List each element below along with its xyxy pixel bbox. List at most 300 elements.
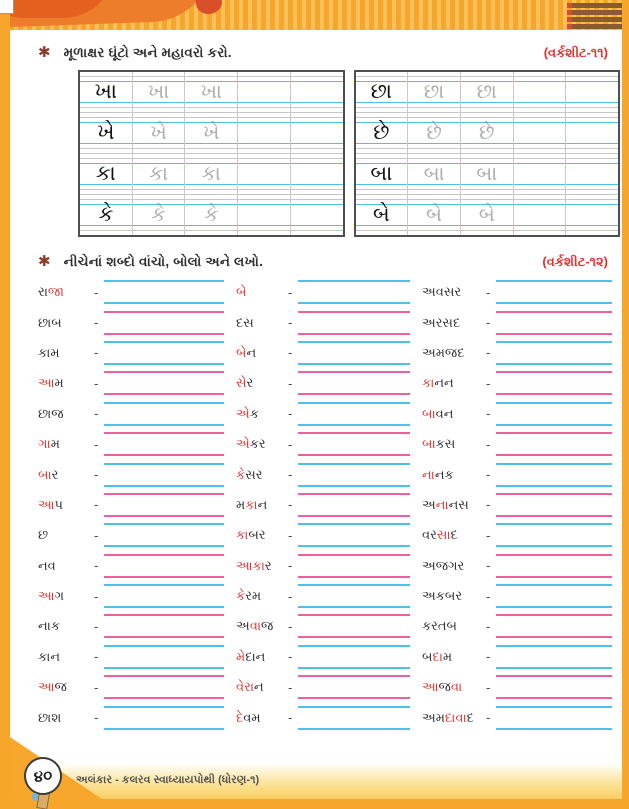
dash: - <box>486 497 491 513</box>
word-part: દા <box>432 648 443 664</box>
practice-cell <box>408 195 461 235</box>
word-label <box>236 649 288 665</box>
word-part: ન <box>257 496 268 512</box>
word-part: કરતબ <box>422 618 457 634</box>
word-row <box>236 702 414 732</box>
word-column-2 <box>236 277 414 733</box>
word-label <box>236 436 288 452</box>
dash: - <box>288 345 293 361</box>
word-part: જા <box>47 284 64 300</box>
word-label <box>236 406 288 422</box>
writing-lines <box>298 432 410 456</box>
word-part: વા <box>249 618 262 634</box>
word-label <box>422 710 486 726</box>
dash: - <box>288 497 293 513</box>
word-part: કા <box>245 496 258 512</box>
writing-lines <box>104 675 224 699</box>
word-label <box>422 345 486 361</box>
word-part: દા <box>444 709 456 725</box>
practice-cell <box>461 195 514 235</box>
practice-row <box>356 154 619 195</box>
trace-letter: બે <box>478 203 495 226</box>
word-row <box>236 338 414 368</box>
word-row <box>38 368 228 398</box>
notebook-bar <box>569 24 623 29</box>
practice-cell <box>566 113 618 153</box>
word-part: કે <box>236 588 246 604</box>
dash: - <box>288 436 293 452</box>
word-part: નાક <box>38 618 61 634</box>
dash: - <box>288 284 293 300</box>
word-part: વર <box>422 527 437 543</box>
practice-cell <box>185 113 238 153</box>
writing-lines <box>298 463 410 487</box>
word-row <box>422 338 616 368</box>
practice-cell <box>356 72 409 112</box>
word-label <box>236 467 288 483</box>
word-part: બે <box>236 344 247 360</box>
dash: - <box>94 497 99 513</box>
word-part: વન <box>435 405 454 421</box>
word-row <box>236 429 414 459</box>
model-letter: બે <box>372 203 390 226</box>
word-part: રા <box>38 284 48 300</box>
word-row <box>236 551 414 581</box>
word-part: મ <box>54 375 64 391</box>
word-row <box>38 702 228 732</box>
word-part: ગ <box>54 588 65 604</box>
word-part: અ <box>422 496 436 512</box>
word-row <box>38 672 228 702</box>
practice-cell <box>238 72 291 112</box>
practice-row <box>80 154 343 195</box>
word-label <box>422 467 486 483</box>
dash: - <box>288 527 293 543</box>
practice-cell <box>185 72 238 112</box>
word-label <box>38 467 94 483</box>
practice-cell <box>238 195 291 235</box>
dash: - <box>94 375 99 391</box>
word-row <box>38 429 228 459</box>
word-row <box>38 277 228 307</box>
practice-cell <box>80 154 133 194</box>
word-part: ર <box>246 375 254 391</box>
practice-cell <box>408 154 461 194</box>
dash: - <box>94 558 99 574</box>
writing-lines <box>496 523 612 547</box>
trace-letter: ખા <box>147 80 170 103</box>
word-row <box>236 611 414 641</box>
word-label <box>38 315 94 331</box>
dash: - <box>94 406 99 422</box>
flower-asterisk-icon: ✱ <box>38 44 51 61</box>
writing-lines <box>298 402 410 426</box>
word-part: દસ <box>236 314 254 330</box>
word-part: ના <box>435 496 449 512</box>
practice-cell <box>185 195 238 235</box>
dash: - <box>486 679 491 695</box>
word-part: ના <box>422 466 435 482</box>
word-label <box>422 406 486 422</box>
word-row <box>236 307 414 337</box>
word-row <box>422 459 616 489</box>
word-label <box>38 588 94 604</box>
writing-lines <box>298 614 410 638</box>
word-label <box>38 527 94 543</box>
section1-title: મૂળાક્ષર ઘૂંટો અને મહાવરો કરો. <box>63 45 232 60</box>
practice-cell <box>356 154 409 194</box>
word-part: જ <box>438 679 451 695</box>
word-part: વા <box>455 709 467 725</box>
writing-lines <box>496 341 612 365</box>
dash: - <box>288 406 293 422</box>
word-label <box>236 315 288 331</box>
word-label <box>422 497 486 513</box>
word-label <box>236 710 288 726</box>
trace-letter: છે <box>426 121 442 144</box>
dash: - <box>94 588 99 604</box>
trace-letter: બા <box>423 162 445 185</box>
writing-lines <box>104 280 224 304</box>
practice-cell <box>514 72 567 112</box>
practice-row <box>80 113 343 154</box>
bottom-border-strip <box>0 799 629 809</box>
word-row <box>38 307 228 337</box>
word-row <box>236 490 414 520</box>
word-part: મે <box>236 648 246 664</box>
word-part: છાજ <box>38 405 64 421</box>
writing-lines <box>496 371 612 395</box>
word-row <box>38 611 228 641</box>
word-label <box>422 527 486 543</box>
model-letter: કા <box>95 162 116 185</box>
right-border-strip <box>622 0 629 809</box>
word-part: જ <box>261 618 274 634</box>
word-row <box>236 581 414 611</box>
writing-lines <box>104 341 224 365</box>
notebook-bar <box>569 3 623 8</box>
word-row <box>422 277 616 307</box>
writing-lines <box>298 706 410 730</box>
writing-lines <box>298 523 410 547</box>
dash: - <box>486 618 491 634</box>
writing-lines <box>298 554 410 578</box>
practice-box <box>78 70 345 237</box>
word-label <box>236 527 288 543</box>
writing-lines <box>298 311 410 335</box>
practice-cell <box>461 113 514 153</box>
dash: - <box>288 679 293 695</box>
writing-lines <box>104 463 224 487</box>
trace-letter: બા <box>476 162 498 185</box>
word-part: સર <box>245 466 263 482</box>
dash: - <box>486 588 491 604</box>
word-part: આ <box>422 679 439 695</box>
model-letter: ખા <box>94 80 118 103</box>
practice-cell <box>291 154 343 194</box>
word-part: વે <box>236 679 245 695</box>
word-label <box>422 315 486 331</box>
dash: - <box>288 649 293 665</box>
trace-letter: છે <box>479 121 495 144</box>
dash: - <box>486 406 491 422</box>
word-label <box>422 436 486 452</box>
word-part: સે <box>236 375 247 391</box>
flower-asterisk-icon: ✱ <box>38 253 51 270</box>
word-part: નસ <box>448 496 469 512</box>
word-label <box>38 710 94 726</box>
notebook-stack-icon <box>569 1 623 30</box>
word-row <box>422 429 616 459</box>
left-border-strip <box>0 0 10 809</box>
dash: - <box>288 315 293 331</box>
word-label <box>236 679 288 695</box>
dash: - <box>486 436 491 452</box>
word-row <box>236 399 414 429</box>
writing-lines <box>104 493 224 517</box>
word-part: એ <box>236 405 250 421</box>
dash: - <box>94 436 99 452</box>
word-part: અકબર <box>422 588 463 604</box>
word-label <box>236 558 288 574</box>
writing-lines <box>496 402 612 426</box>
writing-lines <box>298 645 410 669</box>
word-row <box>422 611 616 641</box>
writing-lines <box>104 584 224 608</box>
word-part: કસ <box>435 436 456 452</box>
word-row <box>236 277 414 307</box>
trace-letter: ખા <box>200 80 222 103</box>
practice-boxes <box>78 70 620 237</box>
word-row <box>422 702 616 732</box>
word-label <box>236 375 288 391</box>
word-part: કર <box>249 436 266 452</box>
word-row <box>38 338 228 368</box>
word-part: દાન <box>245 648 266 664</box>
word-row <box>38 642 228 672</box>
writing-lines <box>496 614 612 638</box>
word-label <box>38 406 94 422</box>
practice-cell <box>133 72 186 112</box>
section1-header <box>38 43 608 61</box>
word-part: મ <box>50 436 60 452</box>
practice-cell <box>514 154 567 194</box>
practice-cell <box>408 72 461 112</box>
dash: - <box>288 375 293 391</box>
practice-cell <box>80 195 133 235</box>
practice-cell <box>238 113 291 153</box>
dash: - <box>486 558 491 574</box>
notebook-bar <box>569 10 623 15</box>
word-part: રા <box>244 679 255 695</box>
word-label <box>38 345 94 361</box>
dash: - <box>486 467 491 483</box>
practice-cell <box>408 113 461 153</box>
word-part: ગા <box>38 436 51 452</box>
word-row <box>422 672 616 702</box>
trace-letter: કે <box>151 203 166 226</box>
model-letter: બા <box>370 162 393 185</box>
page-number-badge: ૪૦ <box>22 755 65 798</box>
word-part: નન <box>434 375 454 391</box>
word-part: અજગર <box>422 557 465 573</box>
practice-cell <box>566 72 618 112</box>
word-part: દે <box>236 709 244 725</box>
trace-letter: ખે <box>150 121 167 144</box>
writing-lines <box>496 645 612 669</box>
word-part: છ <box>38 527 49 543</box>
word-label <box>38 558 94 574</box>
word-label <box>422 649 486 665</box>
word-part: અરસદ <box>422 314 461 330</box>
writing-lines <box>496 280 612 304</box>
word-label <box>422 284 486 300</box>
practice-cell <box>566 195 618 235</box>
word-part: દ <box>450 527 458 543</box>
trace-letter: કા <box>149 162 169 185</box>
writing-lines <box>496 432 612 456</box>
word-part: બે <box>236 284 247 300</box>
section2-header <box>38 252 608 270</box>
word-part: ર <box>51 466 59 482</box>
worksheet-12-label: (વર્કશીટ-૧૨) <box>542 254 608 269</box>
trace-letter: ખે <box>203 121 220 144</box>
word-part: નવ <box>38 557 56 573</box>
word-part: કા <box>252 557 265 573</box>
word-row <box>236 459 414 489</box>
dash: - <box>486 315 491 331</box>
practice-cell <box>133 113 186 153</box>
trace-letter: બે <box>426 203 443 226</box>
practice-cell <box>185 154 238 194</box>
writing-lines <box>104 371 224 395</box>
word-part: બ <box>422 648 433 664</box>
writing-lines <box>104 554 224 578</box>
word-label <box>236 588 288 604</box>
word-row <box>422 399 616 429</box>
word-part: બા <box>422 436 436 452</box>
orange-accent-shape <box>195 0 224 16</box>
word-part: કા <box>422 375 435 391</box>
practice-cell <box>566 154 618 194</box>
writing-lines <box>298 371 410 395</box>
word-label <box>236 345 288 361</box>
practice-cell <box>80 113 133 153</box>
word-row <box>236 368 414 398</box>
word-part: પ <box>54 496 63 512</box>
practice-row <box>356 72 619 113</box>
dash: - <box>94 618 99 634</box>
writing-lines <box>496 675 612 699</box>
notebook-bar <box>569 17 623 22</box>
worksheet-11-label: (વર્કશીટ-૧૧) <box>543 45 608 60</box>
word-row <box>38 399 228 429</box>
writing-lines <box>104 645 224 669</box>
practice-box <box>354 70 621 237</box>
writing-lines <box>496 706 612 730</box>
word-row <box>422 368 616 398</box>
word-part: કાન <box>38 648 61 664</box>
dash: - <box>94 527 99 543</box>
dash: - <box>486 649 491 665</box>
model-letter: છા <box>370 80 393 103</box>
dash: - <box>288 710 293 726</box>
word-row <box>422 490 616 520</box>
word-part: દ <box>466 709 474 725</box>
word-part: છાબ <box>38 314 62 330</box>
word-label <box>422 588 486 604</box>
word-part: જ <box>54 679 67 695</box>
writing-lines <box>298 493 410 517</box>
writing-lines <box>496 554 612 578</box>
practice-cell <box>291 113 343 153</box>
word-row <box>38 459 228 489</box>
word-part: અ <box>236 618 250 634</box>
word-row <box>236 520 414 550</box>
dash: - <box>288 467 293 483</box>
practice-cell <box>356 113 409 153</box>
word-part: વમ <box>243 709 261 725</box>
word-part: અવસર <box>422 284 462 300</box>
word-label <box>236 284 288 300</box>
word-part: બર <box>248 527 266 543</box>
writing-lines <box>496 463 612 487</box>
dash: - <box>288 588 293 604</box>
word-label <box>38 618 94 634</box>
word-part: આ <box>38 375 55 391</box>
word-row <box>422 642 616 672</box>
model-letter: કે <box>98 203 114 226</box>
word-row <box>38 581 228 611</box>
practice-row <box>80 72 343 113</box>
dash: - <box>288 558 293 574</box>
practice-cell <box>133 154 186 194</box>
trace-letter: છા <box>423 80 445 103</box>
word-label <box>236 497 288 513</box>
trace-letter: કે <box>204 203 219 226</box>
writing-lines <box>104 706 224 730</box>
word-part: કે <box>236 466 246 482</box>
word-part: આ <box>236 557 253 573</box>
dash: - <box>486 284 491 300</box>
dash: - <box>94 467 99 483</box>
word-row <box>236 672 414 702</box>
dash: - <box>486 527 491 543</box>
word-row <box>38 551 228 581</box>
word-part: મ <box>442 648 453 664</box>
writing-lines <box>496 493 612 517</box>
word-row <box>422 581 616 611</box>
word-row <box>422 520 616 550</box>
writing-lines <box>104 432 224 456</box>
dash: - <box>486 375 491 391</box>
word-part: બા <box>422 405 436 421</box>
dash: - <box>94 315 99 331</box>
word-part: બા <box>38 466 52 482</box>
page-content <box>10 30 622 763</box>
practice-cell <box>291 72 343 112</box>
dash: - <box>94 710 99 726</box>
word-part: કા <box>236 527 249 543</box>
writing-lines <box>298 341 410 365</box>
writing-lines <box>104 311 224 335</box>
word-part: અમજદ <box>422 344 465 360</box>
word-part: નક <box>434 466 454 482</box>
word-part: ક <box>249 405 259 421</box>
word-row <box>422 307 616 337</box>
word-part: આ <box>38 588 55 604</box>
model-letter: ખે <box>97 121 115 144</box>
